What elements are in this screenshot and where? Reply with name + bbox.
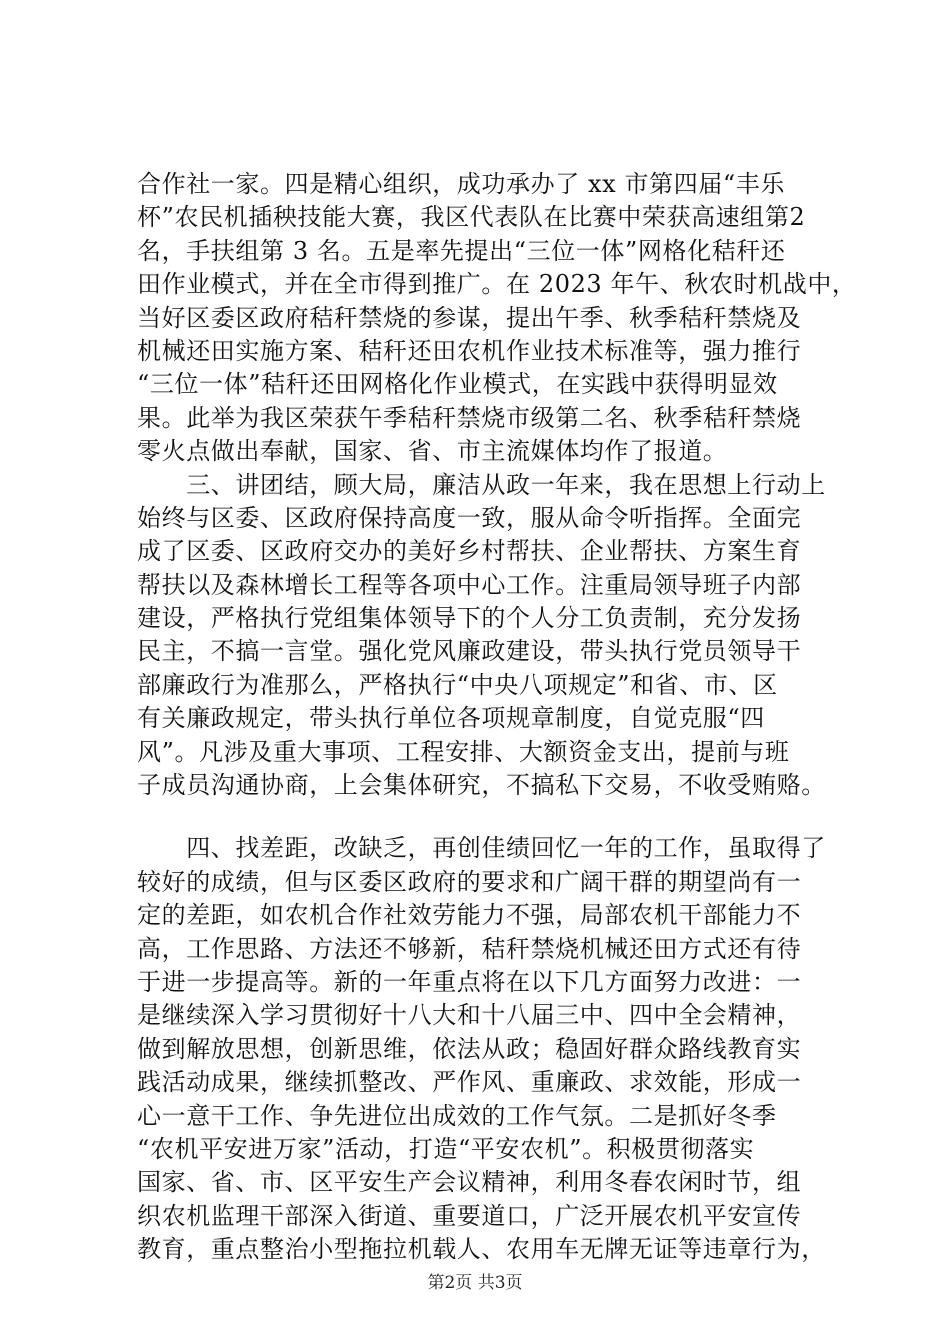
- text-line: 机械还田实施方案、秸秆还田农机作业技术标准等，强力推行: [137, 336, 802, 365]
- text-line: 风”。凡涉及重大事项、工程安排、大额资金支出，提前与班: [137, 737, 790, 766]
- paragraph-unity-integrity: [137, 469, 847, 803]
- text-line: 国家、省、市、区平安生产会议精神，利用冬春农闲时节，组: [137, 1168, 802, 1197]
- paragraph-shortcomings-improvements: [137, 832, 847, 1266]
- text-line: 较好的成绩，但与区委区政府的要求和广阔干群的期望尚有一: [137, 867, 802, 896]
- text-line: 子成员沟通协商，上会集体研究，不搞私下交易，不收受贿赂。: [137, 771, 826, 800]
- text-line: 建设，严格执行党组集体领导下的个人分工负责制，充分发扬: [137, 604, 802, 633]
- text-line: “三位一体”秸秆还田网格化作业模式，在实践中获得明显效: [137, 370, 778, 399]
- text-line: 做到解放思想，创新思维，依法从政；稳固好群众路线教育实: [137, 1034, 802, 1063]
- document-body: [137, 168, 857, 1267]
- text-line: 四、找差距，改缺乏，再创佳绩回忆一年的工作，虽取得了: [137, 834, 826, 863]
- text-line: 田作业模式，并在全市得到推广。在 2023 年午、秋农时机战中，: [137, 270, 857, 299]
- text-line: 部廉政行为准那么，严格执行“中央八项规定”和省、市、区: [137, 670, 778, 699]
- text-line: “农机平安进万家”活动，打造“平安农机”。积极贯彻落实: [137, 1134, 755, 1163]
- text-line: 定的差距，如农机合作社效劳能力不强，局部农机干部能力不: [137, 901, 802, 930]
- text-line: 合作社一家。四是精心组织，成功承办了 xx 市第四届“丰乐: [137, 170, 785, 198]
- paragraph-gap: [137, 802, 847, 832]
- text-line: 于进一步提高等。新的一年重点将在以下几方面努力改进：一: [137, 967, 802, 996]
- text-line: 织农机监理干部深入街道、重要道口，广泛开展农机平安宣传: [137, 1201, 802, 1230]
- text-line: 有关廉政规定，带头执行单位各项规章制度，自觉克服“四: [137, 704, 765, 733]
- text-line: 果。此举为我区荣获午季秸秆禁烧市级第二名、秋季秸秆禁烧: [137, 403, 802, 432]
- paragraph-cooperative-achievements: [137, 168, 857, 469]
- text-line: 杯”农民机插秧技能大赛，我区代表队在比赛中荣获高速组第2: [137, 203, 806, 232]
- text-line: 是继续深入学习贯彻好十八大和十八届三中、四中全会精神，: [137, 1001, 802, 1030]
- text-line: 三、讲团结，顾大局，廉洁从政一年来，我在思想上行动上: [137, 470, 826, 499]
- page-number-label: 第2页 共3页: [427, 1273, 523, 1293]
- text-line: 民主，不搞一言堂。强化党风廉政建设，带头执行党员领导干: [137, 637, 802, 666]
- page-footer: [0, 1271, 950, 1295]
- text-line: 高，工作思路、方法还不够新，秸秆禁烧机械还田方式还有待: [137, 934, 802, 963]
- text-line: 帮扶以及森林增长工程等各项中心工作。注重局领导班子内部: [137, 570, 802, 599]
- text-line: 教育，重点整治小型拖拉机载人、农用车无牌无证等违章行为，: [137, 1235, 826, 1264]
- text-line: 名，手扶组第 3 名。五是率先提出“三位一体”网格化秸秆还: [137, 236, 786, 265]
- text-line: 始终与区委、区政府保持高度一致，服从命令听指挥。全面完: [137, 503, 802, 532]
- text-line: 当好区委区政府秸秆禁烧的参谋，提出午季、秋季秸秆禁烧及: [137, 303, 802, 332]
- text-line: 心一意干工作、争先进位出成效的工作气氛。二是抓好冬季: [137, 1101, 777, 1130]
- text-line: 成了区委、区政府交办的美好乡村帮扶、企业帮扶、方案生育: [137, 537, 802, 566]
- text-line: 践活动成果，继续抓整改、严作风、重廉政、求效能，形成一: [137, 1068, 802, 1097]
- text-line: 零火点做出奉献，国家、省、市主流媒体均作了报道。: [137, 437, 728, 466]
